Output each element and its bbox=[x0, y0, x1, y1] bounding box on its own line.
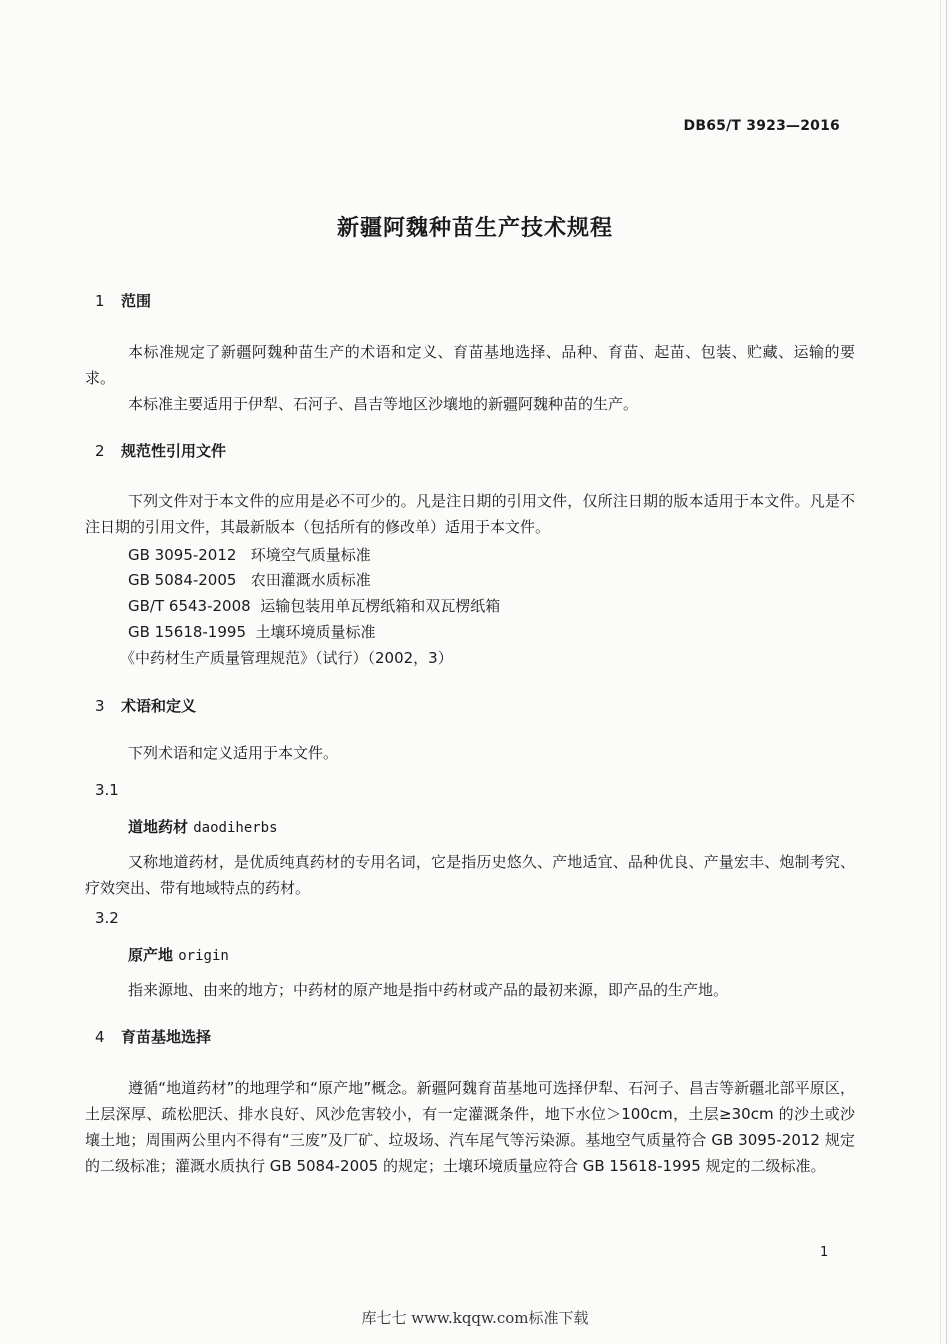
section-heading bbox=[95, 695, 196, 716]
section-number: 1 bbox=[95, 292, 105, 310]
term-definition: 又称地道药材，是优质纯真药材的专用名词，它是指历史悠久、产地适宜、品种优良、产量宏丰、炮制考究、疗效突出、带有地域特点的药材。 bbox=[85, 853, 855, 897]
reference-item: GB/T 6543-2008 运输包装用单瓦楞纸箱和双瓦楞纸箱 bbox=[128, 597, 501, 615]
document-code: DB65/T 3923—2016 bbox=[683, 118, 840, 134]
document-title: 新疆阿魏种苗生产技术规程 bbox=[336, 216, 613, 241]
term-english: origin bbox=[178, 948, 229, 964]
term-chinese: 道地药材 bbox=[128, 818, 189, 836]
paragraph: 本标准主要适用于伊犁、石河子、昌吉等地区沙壤地的新疆阿魏种苗的生产。 bbox=[128, 395, 639, 413]
reference-item: GB 5084-2005 农田灌溉水质标准 bbox=[128, 571, 371, 589]
reference-item: 《中药材生产质量管理规范》（试行）（2002，3） bbox=[120, 649, 453, 667]
section-title: 术语和定义 bbox=[121, 697, 197, 715]
paragraph: 下列文件对于本文件的应用是必不可少的。凡是注日期的引用文件，仅所注日期的版本适用于本文件。凡是不注日期的引用文件，其最新版本（包括所有的修改单）适用于本文件。 bbox=[85, 492, 855, 536]
term-english: daodiherbs bbox=[193, 820, 278, 836]
section-number: 2 bbox=[95, 442, 105, 460]
term-number: 3.2 bbox=[95, 909, 119, 927]
reference-item: GB 3095-2012 环境空气质量标准 bbox=[128, 546, 371, 564]
term-heading bbox=[128, 816, 278, 837]
page-number: 1 bbox=[820, 1245, 829, 1260]
section-number: 3 bbox=[95, 697, 105, 715]
section-title: 范围 bbox=[121, 292, 152, 310]
section-heading bbox=[95, 440, 226, 461]
scan-edge-line bbox=[940, 0, 941, 1344]
reference-item: GB 15618-1995 土壤环境质量标准 bbox=[128, 623, 376, 641]
term-number: 3.1 bbox=[95, 781, 119, 799]
term-chinese: 原产地 bbox=[128, 946, 174, 964]
section-heading bbox=[95, 1026, 211, 1047]
paragraph: 下列术语和定义适用于本文件。 bbox=[128, 744, 339, 762]
term-heading bbox=[128, 944, 229, 965]
section-title: 规范性引用文件 bbox=[121, 442, 227, 460]
paragraph: 本标准规定了新疆阿魏种苗生产的术语和定义、育苗基地选择、品种、育苗、起苗、包装、贮藏、运输的要求。 bbox=[85, 343, 855, 387]
footer-watermark: 库七七 www.kqqw.com标准下载 bbox=[361, 1309, 589, 1327]
paragraph: 遵循“地道药材”的地理学和“原产地”概念。新疆阿魏育苗基地可选择伊犁、石河子、昌吉等新疆北部平原区，土层深厚、疏松肥沃、排水良好、风沙危害较小，有一定灌溉条件，地下水位＞100cm，土层≥30cm 的沙土或沙壤土地；周围两公里内不得有“三废”及厂矿、垃圾场、汽车尾气等污染源。基地空气质量符合 GB 3095-2012 规定的二级标准；灌溉水质执行 GB 5084-2005 的规定；土壤环境质量应符合 GB 15618-1995 规定的二级标准。 bbox=[85, 1079, 855, 1175]
section-title: 育苗基地选择 bbox=[121, 1028, 212, 1046]
scan-edge-line bbox=[946, 0, 947, 1344]
section-heading bbox=[95, 290, 151, 311]
term-definition: 指来源地、由来的地方；中药材的原产地是指中药材或产品的最初来源，即产品的生产地。 bbox=[128, 981, 729, 999]
section-number: 4 bbox=[95, 1028, 105, 1046]
